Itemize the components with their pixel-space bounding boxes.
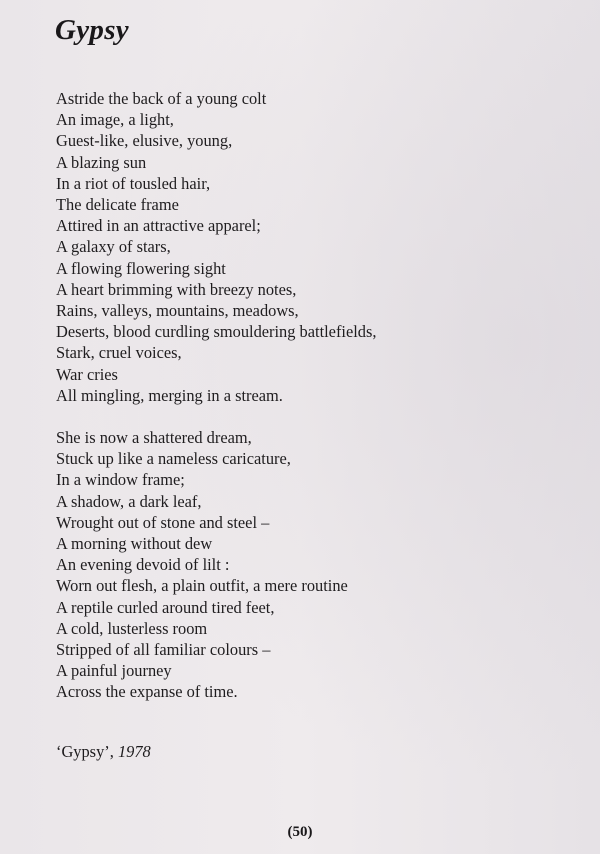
- poem-line: An image, a light,: [56, 110, 174, 130]
- poem-line: Attired in an attractive apparel;: [56, 216, 261, 236]
- source-year: 1978: [117, 742, 151, 761]
- page-number: (50): [287, 824, 313, 840]
- poem-line: A morning without dew: [56, 534, 213, 554]
- poem-line: A shadow, a dark leaf,: [56, 491, 202, 511]
- poem-line: Worn out flesh, a plain outfit, a mere routine: [56, 576, 348, 596]
- poem-line: In a riot of tousled hair,: [56, 173, 211, 193]
- poem-title: Gypsy: [55, 14, 129, 46]
- poem-line: A blazing sun: [56, 152, 147, 172]
- source-work: ‘Gypsy’,: [56, 742, 114, 761]
- poem-line: Wrought out of stone and steel –: [56, 512, 270, 532]
- poem-line: Deserts, blood curdling smouldering battlefields,: [56, 322, 377, 342]
- poem-line: Astride the back of a young colt: [56, 89, 267, 108]
- poem-line: Stripped of all familiar colours –: [56, 640, 271, 660]
- poem-line: Stuck up like a nameless caricature,: [56, 449, 291, 469]
- poem-line: A reptile curled around tired feet,: [56, 597, 275, 617]
- poem-line: All mingling, merging in a stream.: [56, 385, 283, 405]
- stanza-2: [56, 427, 348, 703]
- poem-line: Stark, cruel voices,: [56, 343, 182, 363]
- poem-line: War cries: [56, 364, 118, 384]
- poem-source: [56, 741, 151, 762]
- poem-line: A heart brimming with breezy notes,: [56, 279, 297, 299]
- poem-line: She is now a shattered dream,: [56, 428, 252, 447]
- poem-line: A painful journey: [56, 661, 172, 681]
- poem-line: Rains, valleys, mountains, meadows,: [56, 301, 299, 321]
- poem-line: Across the expanse of time.: [56, 682, 238, 702]
- poem-line: The delicate frame: [56, 195, 179, 215]
- poem-line: In a window frame;: [56, 470, 185, 490]
- poem-line: A galaxy of stars,: [56, 237, 171, 257]
- poem-line: An evening devoid of lilt :: [56, 555, 230, 575]
- poem-line: A cold, lusterless room: [56, 618, 208, 638]
- poem-line: Guest-like, elusive, young,: [56, 131, 233, 151]
- poem-line: A flowing flowering sight: [56, 258, 226, 278]
- stanza-1: [56, 88, 376, 406]
